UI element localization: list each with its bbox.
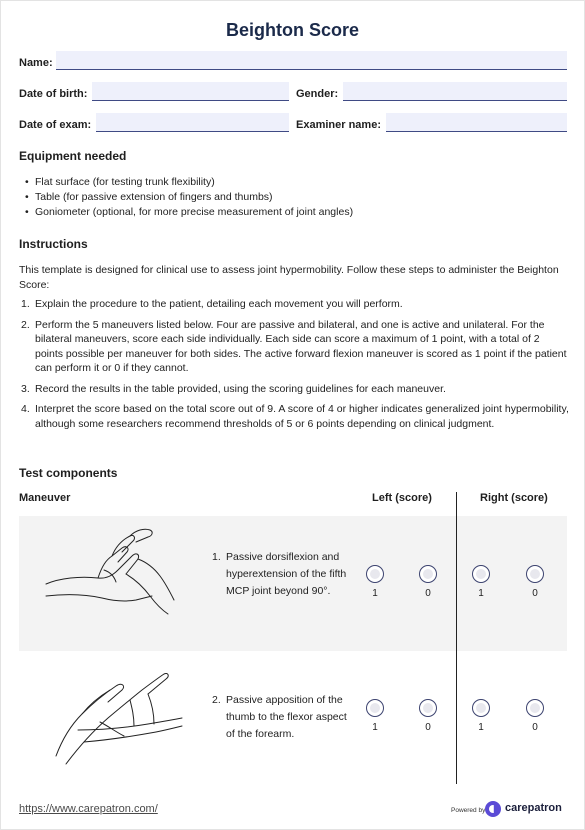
score-column-divider (456, 492, 457, 784)
equipment-item: • Goniometer (optional, for more precise measurement of joint angles) (25, 205, 565, 220)
instruction-step (19, 382, 569, 397)
step-number: 4. (21, 403, 30, 415)
gender-label: Gender: (296, 88, 339, 100)
radio-label: 0 (425, 588, 431, 599)
powered-by-text: Powered by (451, 807, 486, 814)
left-score-1-radio[interactable] (366, 565, 384, 583)
instruction-step (19, 318, 569, 376)
carepatron-link[interactable]: https://www.carepatron.com/ (19, 803, 158, 815)
maneuver-number: 2. (212, 694, 221, 706)
equipment-list (25, 175, 565, 220)
equipment-item: • Table (for passive extension of fingers and thumbs) (25, 190, 565, 205)
step-text: Explain the procedure to the patient, detailing each movement you will perform. (35, 298, 403, 310)
left-score-1-radio[interactable] (366, 699, 384, 717)
step-number: 1. (21, 298, 30, 310)
name-label: Name: (19, 57, 53, 69)
carepatron-brand: carepatron (505, 802, 562, 814)
step-number: 2. (21, 318, 30, 331)
instruction-step (19, 402, 569, 431)
dob-label: Date of birth: (19, 88, 88, 100)
radio-label: 0 (532, 722, 538, 733)
exam-date-label: Date of exam: (19, 119, 92, 131)
step-text: Interpret the score based on the total score out of 9. A score of 4 or higher indicates generalized joint hypermobility, although some researchers recommend thresholds of 5 or 6 points depending on clinical judgment. (35, 403, 569, 430)
radio-label: 0 (532, 588, 538, 599)
right-score-0-radio[interactable] (526, 699, 544, 717)
maneuver-text: Passive dorsiflexion and hyperextension of the fifth MCP joint beyond 90°. (226, 551, 347, 597)
right-score-0-radio[interactable] (526, 565, 544, 583)
radio-label: 1 (372, 588, 378, 599)
maneuver-text: Passive apposition of the thumb to the flexor aspect of the forearm. (226, 694, 347, 740)
maneuver-description (212, 549, 347, 600)
right-score-1-radio[interactable] (472, 565, 490, 583)
maneuver-description (212, 692, 347, 743)
right-score-column-header: Right (score) (480, 492, 548, 504)
radio-label: 1 (478, 722, 484, 733)
step-text: Record the results in the table provided, using the scoring guidelines for each maneuver. (35, 382, 446, 395)
finger-hyperextension-illustration (40, 526, 180, 616)
test-components-heading: Test components (19, 466, 118, 480)
maneuver-number: 1. (212, 551, 221, 563)
gender-field[interactable] (343, 82, 567, 101)
examiner-name-field[interactable] (386, 113, 567, 132)
instructions-steps (19, 297, 569, 437)
date-of-exam-field[interactable] (96, 113, 289, 132)
instructions-heading: Instructions (19, 237, 88, 251)
left-score-0-radio[interactable] (419, 699, 437, 717)
step-number: 3. (21, 382, 30, 395)
equipment-item: • Flat surface (for testing trunk flexibility) (25, 175, 565, 190)
instructions-intro: This template is designed for clinical use to assess joint hypermobility. Follow these steps to administer the Beighton Score: (19, 264, 559, 291)
step-text: Perform the 5 maneuvers listed below. Four are passive and bilateral, and one is active and unilateral. For the bilateral maneuvers, score each side individually. Each side can score a maximum of 1 point, with a total of 2 points possible per maneuver for both sides. The active forward flexion maneuver is scored as 1 point if the patient can perform it or 0 if they cannot. (35, 318, 567, 374)
equipment-heading: Equipment needed (19, 149, 127, 163)
page-title: Beighton Score (225, 20, 359, 40)
maneuver-column-header: Maneuver (19, 492, 71, 504)
radio-label: 1 (372, 722, 378, 733)
carepatron-logo-icon (485, 801, 501, 817)
radio-label: 1 (478, 588, 484, 599)
thumb-apposition-illustration (38, 660, 188, 770)
radio-label: 0 (425, 722, 431, 733)
date-of-birth-field[interactable] (92, 82, 289, 101)
instruction-step (19, 297, 569, 312)
right-score-1-radio[interactable] (472, 699, 490, 717)
examiner-label: Examiner name: (296, 119, 381, 131)
left-score-0-radio[interactable] (419, 565, 437, 583)
name-field[interactable] (56, 51, 567, 70)
left-score-column-header: Left (score) (372, 492, 432, 504)
